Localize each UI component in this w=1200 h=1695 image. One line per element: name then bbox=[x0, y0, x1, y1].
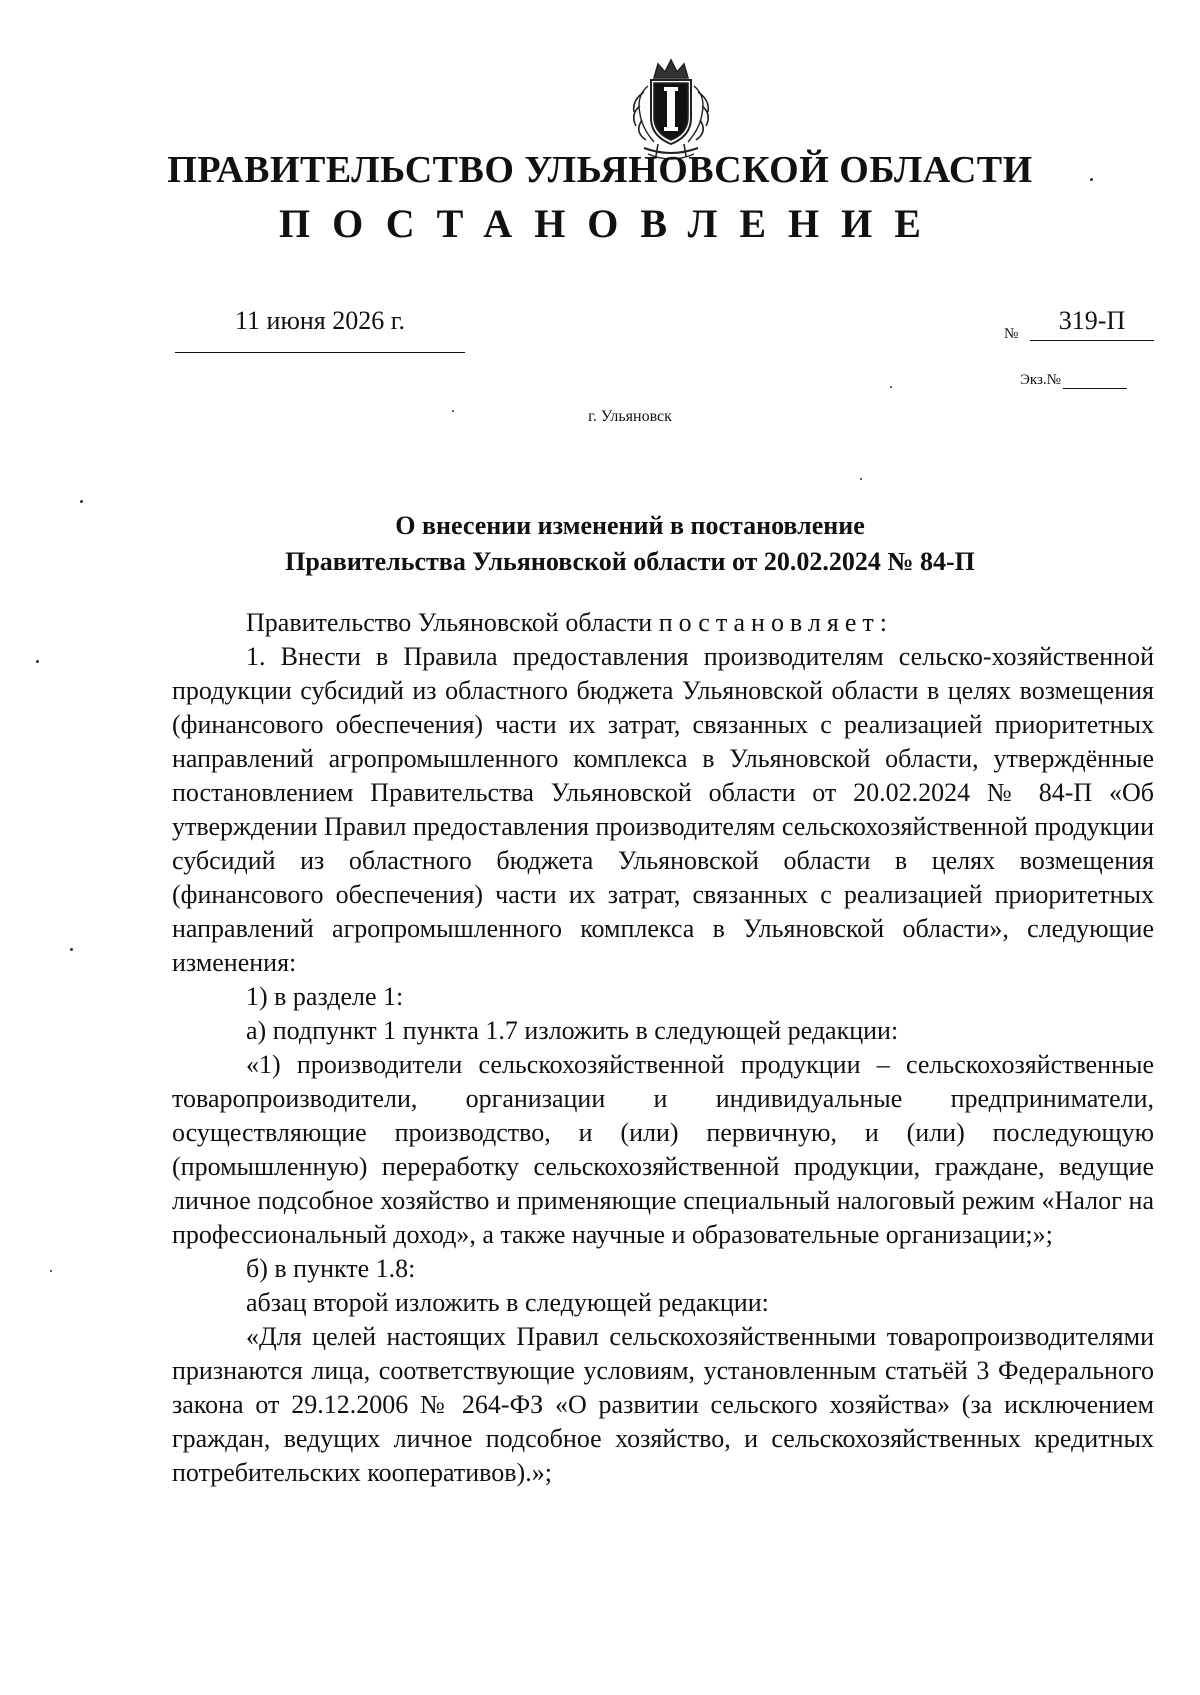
document-number: 319-П bbox=[1030, 306, 1154, 341]
preamble-verb: постановляет: bbox=[658, 608, 893, 637]
scan-speck bbox=[452, 410, 454, 412]
number-label: № bbox=[1004, 326, 1019, 342]
paragraph-7: «Для целей настоящих Правил сельскохозяйственными товаропроизводителями признаются лица, соответствующие условиям, установленным статьёй 3 Федерального закона от 29.12.2006 № 264-ФЗ «О развитии сельского хозяйства» (за исключением граждан, ведущих личное подсобное хозяйство, и сельскохозяйственных кредитных потребительских кооперативов).»; bbox=[172, 1322, 1154, 1487]
paragraph-3: а) подпункт 1 пункта 1.7 изложить в следующей редакции: bbox=[246, 1016, 899, 1045]
document-subject bbox=[0, 508, 1200, 580]
document-body bbox=[172, 606, 1154, 1490]
scan-speck bbox=[80, 500, 83, 503]
document-type-heading: ПОСТАНОВЛЕНИЕ bbox=[279, 201, 943, 246]
preamble bbox=[172, 606, 1154, 640]
paragraph-1: 1. Внести в Правила предоставления производителям сельско-хозяйственной продукции субсидий из областного бюджета Ульяновской области в целях возмещения (финансового обеспечения) части их затрат, связанных с реализацией приоритетных направлений агропромышленного комплекса в Ульяновской области, утверждённые постановлением Правительства Ульяновской области от 20.02.2024 № 84-П «Об утверждении Правил предоставления производителям сельскохозяйственной продукции субсидий из областного бюджета Ульяновской области в целях возмещения (финансового обеспечения) части их затрат, связанных с реализацией приоритетных направлений агропромышленного комплекса в Ульяновской области», следующие изменения: bbox=[172, 642, 1155, 977]
paragraph-5: б) в пункте 1.8: bbox=[246, 1254, 416, 1283]
copy-number-line bbox=[1063, 388, 1127, 389]
copy-label: Экз.№ bbox=[1020, 372, 1061, 388]
scan-speck bbox=[1090, 178, 1093, 181]
paragraph-2: 1) в разделе 1: bbox=[246, 982, 404, 1011]
paragraph-6: абзац второй изложить в следующей редакции: bbox=[246, 1288, 769, 1317]
government-title: ПРАВИТЕЛЬСТВО УЛЬЯНОВСКОЙ ОБЛАСТИ bbox=[167, 149, 1033, 191]
copy-number-field bbox=[1020, 372, 1127, 389]
scan-speck bbox=[890, 386, 892, 388]
scan-speck bbox=[36, 660, 39, 663]
document-date: 11 июня 2026 г. bbox=[175, 306, 465, 353]
city-of-issue: г. Ульяновск bbox=[588, 408, 672, 425]
scan-speck bbox=[860, 478, 862, 480]
scan-speck bbox=[70, 948, 73, 951]
subject-line-1: О внесении изменений в постановление bbox=[395, 511, 865, 540]
paragraph-4: «1) производители сельскохозяйственной продукции – сельскохозяйственные товаропроизводители, организации и индивидуальные предприниматели, осуществляющие производство, и (или) первичную, и (или) последующую (промышленную) переработку сельскохозяйственной продукции, граждане, ведущие личное подсобное хозяйство и применяющие специальный налоговый режим «Налог на профессиональный доход», а также научные и образовательные организации;»; bbox=[172, 1050, 1154, 1249]
scan-speck bbox=[50, 1270, 52, 1272]
subject-line-2: Правительства Ульяновской области от 20.02.2024 № 84-П bbox=[285, 547, 975, 576]
preamble-text: Правительство Ульяновской области bbox=[246, 608, 659, 637]
